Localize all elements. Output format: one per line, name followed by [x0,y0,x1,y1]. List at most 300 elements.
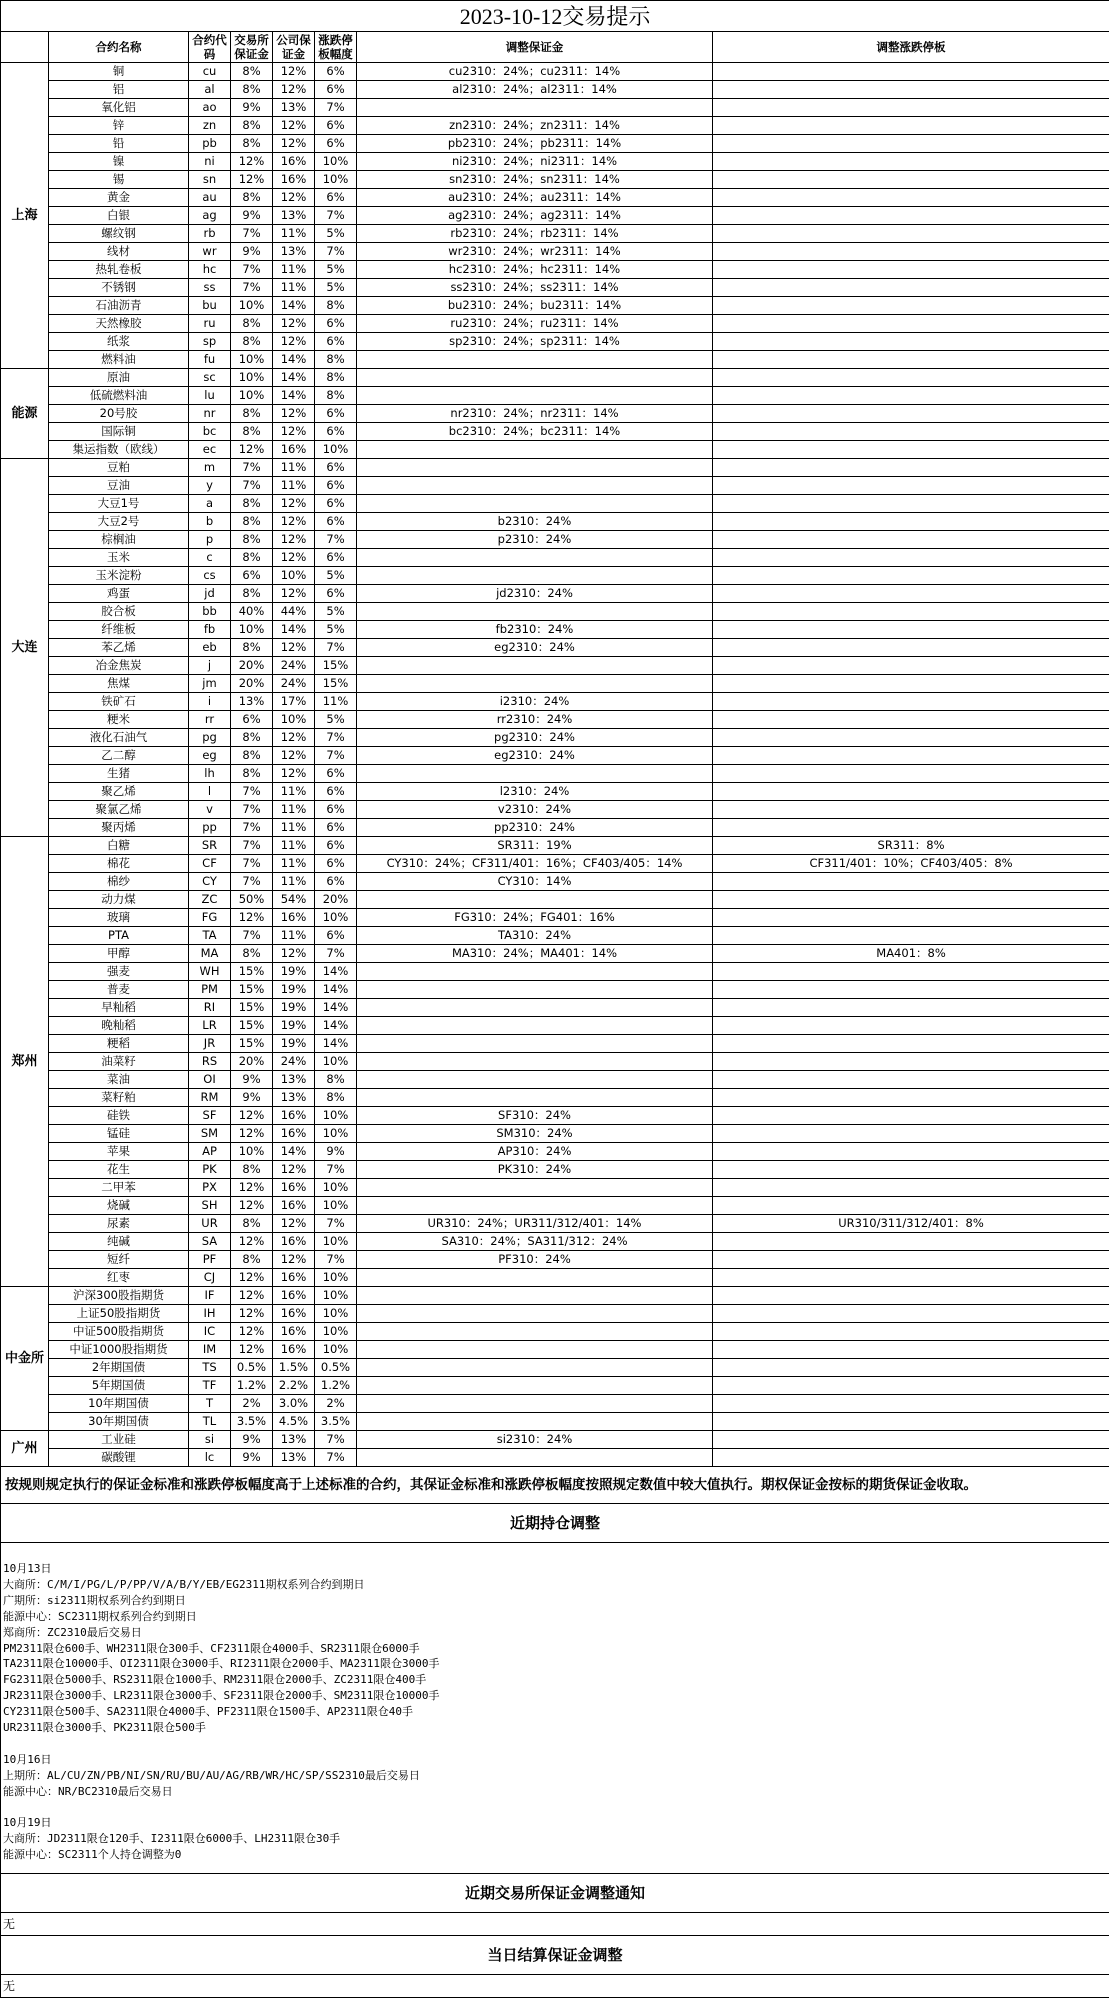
table-row [1,1431,1109,1449]
contract-name-cell: 铅 [49,135,189,153]
limit-cell: 6% [315,549,357,567]
contract-code-cell: PF [189,1251,231,1269]
position-line: TA2311限仓10000手、OI2311限仓3000手、RI2311限仓2000手、MA2311限仓3000手 [3,1656,1107,1672]
contract-name-cell: 油菜籽 [49,1053,189,1071]
limit-cell: 7% [315,1431,357,1449]
exchange-margin-cell: 12% [231,1197,273,1215]
table-row [1,567,1109,585]
table-row [1,1323,1109,1341]
exchange-cell: 郑州 [1,837,49,1287]
company-margin-cell: 11% [273,837,315,855]
header-contract-code: 合约代码 [189,32,231,63]
exchange-margin-cell: 20% [231,657,273,675]
exchange-margin-cell: 50% [231,891,273,909]
adjust-margin-cell: ag2310：24%；ag2311：14% [357,207,713,225]
contract-name-cell: 聚乙烯 [49,783,189,801]
company-margin-cell: 14% [273,387,315,405]
contract-name-cell: 胶合板 [49,603,189,621]
limit-cell: 6% [315,423,357,441]
adjust-margin-cell [357,1269,713,1287]
exchange-margin-cell: 9% [231,1089,273,1107]
limit-cell: 14% [315,999,357,1017]
company-margin-cell: 16% [273,1197,315,1215]
limit-cell: 6% [315,495,357,513]
exchange-margin-cell: 40% [231,603,273,621]
contract-code-cell: TF [189,1377,231,1395]
company-margin-cell: 11% [273,873,315,891]
contract-name-cell: 中证1000股指期货 [49,1341,189,1359]
limit-cell: 10% [315,171,357,189]
table-row [1,1305,1109,1323]
company-margin-cell: 13% [273,1449,315,1467]
company-margin-cell: 3.0% [273,1395,315,1413]
adjust-limit-cell [713,99,1109,117]
contract-name-cell: 工业硅 [49,1431,189,1449]
adjust-margin-cell [357,963,713,981]
company-margin-cell: 11% [273,225,315,243]
adjust-limit-cell [713,171,1109,189]
exchange-margin-cell: 15% [231,981,273,999]
contract-code-cell: hc [189,261,231,279]
contract-name-cell: 聚丙烯 [49,819,189,837]
table-row [1,333,1109,351]
company-margin-cell: 14% [273,297,315,315]
company-margin-cell: 14% [273,621,315,639]
contract-name-cell: 豆油 [49,477,189,495]
contract-code-cell: IF [189,1287,231,1305]
contract-name-cell: 20号胶 [49,405,189,423]
contract-code-cell: ru [189,315,231,333]
contract-name-cell: 热轧卷板 [49,261,189,279]
exchange-margin-cell: 12% [231,1269,273,1287]
adjust-limit-cell [713,1269,1109,1287]
contract-code-cell: ZC [189,891,231,909]
table-row [1,1233,1109,1251]
adjust-limit-cell [713,639,1109,657]
limit-cell: 6% [315,459,357,477]
adjust-margin-cell: cu2310：24%；cu2311：14% [357,63,713,81]
exchange-margin-cell: 8% [231,513,273,531]
company-margin-cell: 12% [273,1161,315,1179]
adjust-margin-cell [357,369,713,387]
position-line: 能源中心：NR/BC2310最后交易日 [3,1784,1107,1800]
limit-cell: 5% [315,225,357,243]
adjust-limit-cell [713,711,1109,729]
limit-cell: 10% [315,1287,357,1305]
contract-code-cell: PM [189,981,231,999]
adjust-margin-cell [357,603,713,621]
exchange-margin-cell: 10% [231,1143,273,1161]
adjust-margin-cell: FG310：24%；FG401：16% [357,909,713,927]
contract-name-cell: 玉米 [49,549,189,567]
company-margin-cell: 16% [273,1125,315,1143]
adjust-margin-cell: zn2310：24%；zn2311：14% [357,117,713,135]
adjust-limit-cell [713,1107,1109,1125]
adjust-limit-cell [713,459,1109,477]
exchange-margin-cell: 7% [231,855,273,873]
limit-cell: 10% [315,1179,357,1197]
position-section-title: 近期持仓调整 [1,1504,1109,1543]
limit-cell: 20% [315,891,357,909]
contract-code-cell: FG [189,909,231,927]
adjust-margin-cell: SA310：24%；SA311/312：24% [357,1233,713,1251]
company-margin-cell: 12% [273,747,315,765]
adjust-limit-cell: CF311/401：10%；CF403/405：8% [713,855,1109,873]
page-title: 2023-10-12交易提示 [1,1,1109,32]
exchange-margin-cell: 8% [231,333,273,351]
contract-code-cell: ss [189,279,231,297]
adjust-margin-cell [357,1449,713,1467]
exchange-margin-cell: 12% [231,1107,273,1125]
adjust-margin-cell [357,1035,713,1053]
position-date: 10月19日 [3,1815,1107,1831]
position-line: CY2311限仓500手、SA2311限仓4000手、PF2311限仓1500手、AP2311限仓40手 [3,1704,1107,1720]
exchange-margin-cell: 8% [231,63,273,81]
contract-name-cell: 花生 [49,1161,189,1179]
contract-code-cell: cu [189,63,231,81]
table-row [1,1071,1109,1089]
exchange-margin-cell: 9% [231,1431,273,1449]
table-row [1,711,1109,729]
position-adjust-content [1,1543,1109,1874]
adjust-limit-cell: MA401：8% [713,945,1109,963]
company-margin-cell: 11% [273,801,315,819]
adjust-margin-cell [357,891,713,909]
contract-code-cell: a [189,495,231,513]
contract-code-cell: eg [189,747,231,765]
contract-name-cell: 5年期国债 [49,1377,189,1395]
adjust-limit-cell [713,477,1109,495]
table-row [1,1449,1109,1467]
table-row [1,459,1109,477]
contract-code-cell: IC [189,1323,231,1341]
exchange-margin-cell: 7% [231,225,273,243]
contract-name-cell: 锡 [49,171,189,189]
adjust-limit-cell [713,927,1109,945]
header-limit: 涨跌停板幅度 [315,32,357,63]
adjust-limit-cell [713,81,1109,99]
adjust-limit-cell [713,1287,1109,1305]
position-line: 郑商所：ZC2310最后交易日 [3,1625,1107,1641]
exchange-margin-cell: 0.5% [231,1359,273,1377]
exchange-margin-cell: 8% [231,1161,273,1179]
contract-name-cell: 粳米 [49,711,189,729]
limit-cell: 2% [315,1395,357,1413]
limit-cell: 7% [315,1215,357,1233]
adjust-margin-cell: eg2310：24% [357,747,713,765]
exchange-margin-cell: 2% [231,1395,273,1413]
contract-name-cell: 生猪 [49,765,189,783]
table-row [1,1125,1109,1143]
table-row [1,1395,1109,1413]
company-margin-cell: 14% [273,351,315,369]
exchange-cell: 能源 [1,369,49,459]
company-margin-cell: 12% [273,315,315,333]
limit-cell: 5% [315,567,357,585]
table-row [1,675,1109,693]
contract-code-cell: UR [189,1215,231,1233]
exchange-margin-cell: 7% [231,783,273,801]
adjust-limit-cell [713,1161,1109,1179]
company-margin-cell: 11% [273,927,315,945]
adjust-margin-cell: au2310：24%；au2311：14% [357,189,713,207]
contract-code-cell: bu [189,297,231,315]
table-row [1,117,1109,135]
adjust-margin-cell: hc2310：24%；hc2311：14% [357,261,713,279]
limit-cell: 7% [315,99,357,117]
table-row [1,1053,1109,1071]
adjust-margin-cell: bu2310：24%；bu2311：14% [357,297,713,315]
adjust-margin-cell: bc2310：24%；bc2311：14% [357,423,713,441]
adjust-margin-cell: ni2310：24%；ni2311：14% [357,153,713,171]
contract-name-cell: 低硫燃料油 [49,387,189,405]
adjust-limit-cell [713,801,1109,819]
table-row [1,1143,1109,1161]
limit-cell: 15% [315,675,357,693]
table-row [1,837,1109,855]
exchange-margin-cell: 7% [231,801,273,819]
contract-name-cell: 铁矿石 [49,693,189,711]
table-row [1,99,1109,117]
adjust-margin-cell: sn2310：24%；sn2311：14% [357,171,713,189]
contract-code-cell: m [189,459,231,477]
contract-code-cell: TL [189,1413,231,1431]
adjust-limit-cell [713,441,1109,459]
exchange-margin-cell: 12% [231,171,273,189]
company-margin-cell: 12% [273,531,315,549]
adjust-limit-cell [713,207,1109,225]
adjust-margin-cell: ru2310：24%；ru2311：14% [357,315,713,333]
contract-name-cell: 铝 [49,81,189,99]
contract-name-cell: 碳酸锂 [49,1449,189,1467]
contract-name-cell: 玉米淀粉 [49,567,189,585]
exchange-margin-cell: 6% [231,567,273,585]
contract-name-cell: 乙二醇 [49,747,189,765]
company-margin-cell: 54% [273,891,315,909]
company-margin-cell: 16% [273,1179,315,1197]
limit-cell: 8% [315,351,357,369]
exchange-margin-cell: 12% [231,909,273,927]
exchange-margin-cell: 8% [231,1251,273,1269]
header-exchange [1,32,49,63]
limit-cell: 6% [315,873,357,891]
adjust-limit-cell [713,135,1109,153]
table-row [1,207,1109,225]
adjust-margin-cell: v2310：24% [357,801,713,819]
adjust-margin-cell: SF310：24% [357,1107,713,1125]
exchange-margin-cell: 8% [231,945,273,963]
limit-cell: 6% [315,189,357,207]
limit-cell: 7% [315,1449,357,1467]
rule-note: 按规则规定执行的保证金标准和涨跌停板幅度高于上述标准的合约，其保证金标准和涨跌停板幅度按照规定数值中较大值执行。期权保证金按标的期货保证金收取。 [1,1467,1109,1504]
header-contract-name: 合约名称 [49,32,189,63]
table-row [1,945,1109,963]
adjust-margin-cell [357,99,713,117]
company-margin-cell: 12% [273,135,315,153]
adjust-limit-cell [713,819,1109,837]
company-margin-cell: 13% [273,99,315,117]
table-row [1,603,1109,621]
exchange-margin-cell: 15% [231,1017,273,1035]
adjust-margin-cell: wr2310：24%；wr2311：14% [357,243,713,261]
adjust-limit-cell [713,1449,1109,1467]
limit-cell: 7% [315,1161,357,1179]
company-margin-cell: 19% [273,1035,315,1053]
adjust-margin-cell: UR310：24%；UR311/312/401：14% [357,1215,713,1233]
contract-name-cell: 螺纹钢 [49,225,189,243]
position-line: UR2311限仓3000手、PK2311限仓500手 [3,1720,1107,1736]
contract-code-cell: v [189,801,231,819]
table-row [1,1251,1109,1269]
position-line: 能源中心：SC2311期权系列合约到期日 [3,1609,1107,1625]
position-line: 上期所：AL/CU/ZN/PB/NI/SN/RU/BU/AU/AG/RB/WR/HC/SP/SS2310最后交易日 [3,1768,1107,1784]
limit-cell: 6% [315,855,357,873]
limit-cell: 7% [315,207,357,225]
limit-cell: 6% [315,477,357,495]
adjust-limit-cell [713,747,1109,765]
exchange-margin-cell: 9% [231,1071,273,1089]
adjust-limit-cell [713,513,1109,531]
adjust-limit-cell [713,873,1109,891]
table-row [1,585,1109,603]
adjust-limit-cell [713,585,1109,603]
company-margin-cell: 12% [273,117,315,135]
contract-name-cell: 白银 [49,207,189,225]
contract-code-cell: sp [189,333,231,351]
table-row [1,153,1109,171]
adjust-limit-cell [713,153,1109,171]
position-line: PM2311限仓600手、WH2311限仓300手、CF2311限仓4000手、SR2311限仓6000手 [3,1641,1107,1657]
contract-name-cell: 强麦 [49,963,189,981]
limit-cell: 14% [315,981,357,999]
position-line: 大商所：JD2311限仓120手、I2311限仓6000手、LH2311限仓30手 [3,1831,1107,1847]
company-margin-cell: 12% [273,549,315,567]
company-margin-cell: 12% [273,333,315,351]
company-margin-cell: 13% [273,1089,315,1107]
company-margin-cell: 1.5% [273,1359,315,1377]
contract-name-cell: 纸浆 [49,333,189,351]
contract-name-cell: 红枣 [49,1269,189,1287]
table-row [1,243,1109,261]
adjust-limit-cell [713,999,1109,1017]
contract-name-cell: 菜油 [49,1071,189,1089]
contract-code-cell: SM [189,1125,231,1143]
exchange-margin-cell: 12% [231,1323,273,1341]
contract-name-cell: 二甲苯 [49,1179,189,1197]
table-row [1,963,1109,981]
exchange-margin-cell: 8% [231,117,273,135]
exchange-cell: 大连 [1,459,49,837]
block-spacer [3,1800,1107,1816]
adjust-margin-cell: PF310：24% [357,1251,713,1269]
contract-code-cell: IH [189,1305,231,1323]
contract-code-cell: ag [189,207,231,225]
exchange-margin-cell: 9% [231,243,273,261]
exchange-cell: 广州 [1,1431,49,1467]
table-row [1,495,1109,513]
company-margin-cell: 11% [273,819,315,837]
table-row [1,189,1109,207]
limit-cell: 10% [315,1107,357,1125]
contract-code-cell: b [189,513,231,531]
company-margin-cell: 11% [273,477,315,495]
adjust-margin-cell: CY310：14% [357,873,713,891]
table-row [1,747,1109,765]
table-row [1,1215,1109,1233]
contract-name-cell: 大豆1号 [49,495,189,513]
limit-cell: 5% [315,603,357,621]
contract-name-cell: 不锈钢 [49,279,189,297]
position-line: 大商所：C/M/I/PG/L/P/PP/V/A/B/Y/EB/EG2311期权系列合约到期日 [3,1577,1107,1593]
contract-code-cell: RS [189,1053,231,1071]
contract-name-cell: 棕榈油 [49,531,189,549]
exchange-margin-cell: 15% [231,963,273,981]
adjust-limit-cell [713,1125,1109,1143]
adjust-limit-cell [713,891,1109,909]
contract-name-cell: 黄金 [49,189,189,207]
adjust-margin-cell [357,1071,713,1089]
table-row [1,1179,1109,1197]
contract-name-cell: 上证50股指期货 [49,1305,189,1323]
contract-code-cell: CF [189,855,231,873]
table-row [1,927,1109,945]
exchange-margin-cell: 10% [231,387,273,405]
adjust-limit-cell: SR311：8% [713,837,1109,855]
exchange-margin-cell: 8% [231,189,273,207]
limit-cell: 1.2% [315,1377,357,1395]
adjust-margin-cell [357,459,713,477]
exchange-margin-cell: 12% [231,1125,273,1143]
limit-cell: 6% [315,783,357,801]
contract-code-cell: j [189,657,231,675]
contract-code-cell: ni [189,153,231,171]
exchange-cell: 中金所 [1,1287,49,1431]
adjust-limit-cell [713,1053,1109,1071]
adjust-margin-cell [357,1359,713,1377]
limit-cell: 10% [315,1341,357,1359]
contract-code-cell: lc [189,1449,231,1467]
limit-cell: 6% [315,81,357,99]
contract-name-cell: 天然橡胶 [49,315,189,333]
limit-cell: 7% [315,531,357,549]
adjust-margin-cell [357,351,713,369]
settlement-content: 无 [1,1975,1109,1998]
adjust-margin-cell [357,981,713,999]
contract-code-cell: ao [189,99,231,117]
company-margin-cell: 24% [273,675,315,693]
limit-cell: 5% [315,279,357,297]
exchange-margin-cell: 8% [231,747,273,765]
exchange-margin-cell: 8% [231,549,273,567]
contract-name-cell: 短纤 [49,1251,189,1269]
exchange-margin-cell: 8% [231,531,273,549]
position-date: 10月13日 [3,1561,1107,1577]
table-row [1,513,1109,531]
contract-name-cell: 棉纱 [49,873,189,891]
adjust-limit-cell [713,1017,1109,1035]
adjust-margin-cell: fb2310：24% [357,621,713,639]
contract-name-cell: 10年期国债 [49,1395,189,1413]
adjust-margin-cell [357,1341,713,1359]
limit-cell: 8% [315,369,357,387]
contract-code-cell: rr [189,711,231,729]
adjust-limit-cell [713,1233,1109,1251]
contract-code-cell: fb [189,621,231,639]
limit-cell: 10% [315,909,357,927]
table-row [1,315,1109,333]
company-margin-cell: 16% [273,171,315,189]
contract-code-cell: PX [189,1179,231,1197]
